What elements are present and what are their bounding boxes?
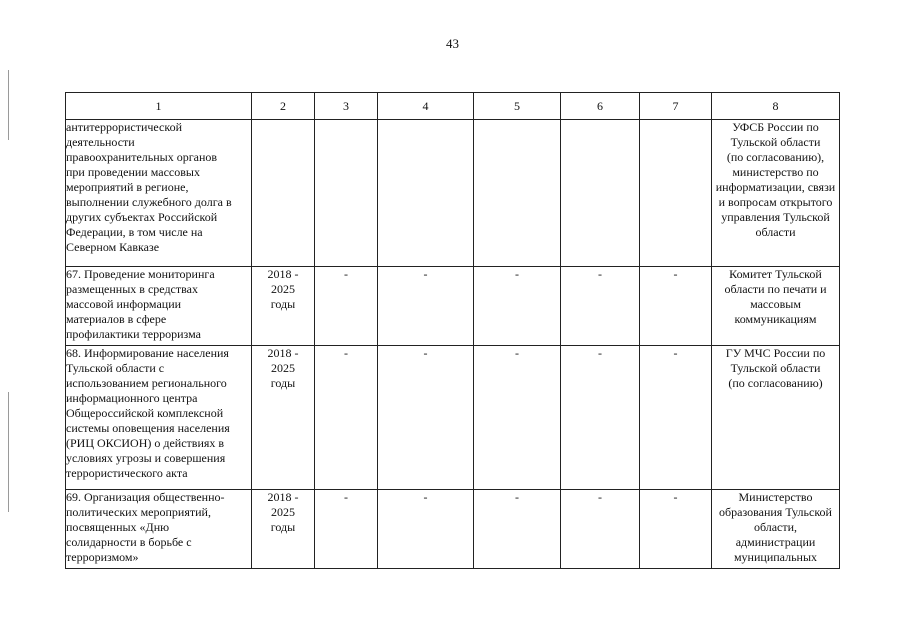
measure-line: террористического акта bbox=[66, 466, 188, 480]
measure-line-spread: правоохранительных органов bbox=[66, 150, 218, 164]
executor-line: массовым bbox=[750, 297, 801, 311]
header-col-1: 1 bbox=[66, 93, 252, 120]
measure-line: 68. Информирование населения bbox=[66, 346, 229, 360]
executor-line: администрации bbox=[735, 535, 816, 549]
measure-line: мероприятий в регионе, bbox=[66, 180, 189, 194]
measure-line: 67. Проведение мониторинга bbox=[66, 267, 215, 281]
margin-line-bottom bbox=[8, 392, 9, 512]
measure-line: терроризмом» bbox=[66, 550, 139, 564]
header-col-7: 7 bbox=[640, 93, 712, 120]
measure-line: Тульской области с bbox=[66, 361, 165, 375]
header-col-2: 2 bbox=[252, 93, 315, 120]
value-cell-4: - bbox=[378, 490, 474, 569]
measure-line: Общероссийской комплексной bbox=[66, 406, 224, 420]
executor-line: Министерство bbox=[738, 490, 813, 504]
executor-line: ГУ МЧС России по bbox=[725, 346, 826, 360]
measures-table bbox=[65, 92, 840, 569]
measure-line: при проведении массовых bbox=[66, 165, 200, 179]
measure-line: деятельности bbox=[66, 135, 135, 149]
measure-line: материалов в сфере bbox=[66, 312, 167, 326]
header-col-5: 5 bbox=[474, 93, 561, 120]
measure-line: информационного центра bbox=[66, 391, 198, 405]
value-cell-4: - bbox=[378, 267, 474, 346]
value-cell-5: - bbox=[474, 490, 561, 569]
period-line: 2018 - bbox=[267, 490, 299, 504]
value-cell-3: - bbox=[315, 490, 378, 569]
header-col-4: 4 bbox=[378, 93, 474, 120]
table-row bbox=[66, 120, 840, 267]
measure-line: размещенных в средствах bbox=[66, 282, 198, 296]
executor-line: области bbox=[755, 225, 796, 239]
executor-line: УФСБ России по bbox=[732, 120, 819, 134]
measure-line: использованием регионального bbox=[66, 376, 227, 390]
executor-line: области по печати и bbox=[724, 282, 827, 296]
value-cell-6: - bbox=[561, 267, 640, 346]
measure-line: других субъектах Российской bbox=[66, 210, 218, 224]
executor-line: информатизации, связи bbox=[715, 180, 836, 194]
executor-line: Тульской области bbox=[730, 361, 821, 375]
executor-line: Комитет Тульской bbox=[729, 267, 822, 281]
period-line: 2025 bbox=[271, 361, 295, 375]
executor-line: и вопросам открытого bbox=[718, 195, 833, 209]
value-cell-7: - bbox=[640, 267, 712, 346]
executor-line: управления Тульской bbox=[721, 210, 830, 224]
period-line: годы bbox=[270, 376, 296, 390]
measure-line: Федерации, в том числе на bbox=[66, 225, 203, 239]
measure-line: (РИЦ ОКСИОН) о действиях в bbox=[66, 436, 225, 450]
period-line: 2025 bbox=[271, 505, 295, 519]
measure-cell bbox=[66, 490, 252, 569]
value-cell-4: - bbox=[378, 346, 474, 490]
period-line: 2018 - bbox=[267, 267, 299, 281]
header-col-3: 3 bbox=[315, 93, 378, 120]
period-cell bbox=[252, 267, 315, 346]
value-cell-6: - bbox=[561, 490, 640, 569]
executor-line: муниципальных bbox=[733, 550, 818, 564]
page-number: 43 bbox=[446, 36, 459, 51]
period-cell bbox=[252, 346, 315, 490]
measure-cell bbox=[66, 120, 252, 267]
value-cell-3: - bbox=[315, 346, 378, 490]
value-cell-5: - bbox=[474, 267, 561, 346]
executor-cell bbox=[712, 120, 840, 267]
value-cell-6: - bbox=[561, 346, 640, 490]
measure-line: выполнении служебного долга в bbox=[66, 195, 232, 209]
executor-cell bbox=[712, 267, 840, 346]
margin-line-top bbox=[8, 70, 9, 140]
period-cell bbox=[252, 490, 315, 569]
table-row bbox=[66, 267, 840, 346]
executor-line: образования Тульской bbox=[719, 505, 832, 519]
value-cell-3 bbox=[315, 120, 378, 267]
executor-line: Тульской области bbox=[730, 135, 821, 149]
measure-line: профилактики терроризма bbox=[66, 327, 201, 341]
period-line: 2018 - bbox=[267, 346, 299, 360]
value-cell-7: - bbox=[640, 490, 712, 569]
measure-line: условиях угрозы и совершения bbox=[66, 451, 226, 465]
header-row bbox=[66, 93, 840, 120]
executor-cell bbox=[712, 346, 840, 490]
period-line: годы bbox=[270, 297, 296, 311]
executor-line: коммуникациям bbox=[734, 312, 817, 326]
table-row bbox=[66, 346, 840, 490]
value-cell-5: - bbox=[474, 346, 561, 490]
measure-cell bbox=[66, 267, 252, 346]
value-cell-6 bbox=[561, 120, 640, 267]
value-cell-4 bbox=[378, 120, 474, 267]
measure-line: массовой информации bbox=[66, 297, 182, 311]
value-cell-5 bbox=[474, 120, 561, 267]
period-line: годы bbox=[270, 520, 296, 534]
measure-line: 69. Организация общественно- bbox=[66, 490, 225, 504]
table-row bbox=[66, 490, 840, 569]
value-cell-7 bbox=[640, 120, 712, 267]
executor-line: (по согласованию), bbox=[726, 150, 825, 164]
period-line: 2025 bbox=[271, 282, 295, 296]
executor-cell bbox=[712, 490, 840, 569]
header-col-6: 6 bbox=[561, 93, 640, 120]
measure-line: антитеррористической bbox=[66, 120, 183, 134]
measure-line: посвященных «Дню bbox=[66, 520, 170, 534]
measure-line: солидарности в борьбе с bbox=[66, 535, 192, 549]
period-cell bbox=[252, 120, 315, 267]
measure-line: системы оповещения населения bbox=[66, 421, 230, 435]
executor-line: области, bbox=[753, 520, 798, 534]
value-cell-7: - bbox=[640, 346, 712, 490]
measure-cell bbox=[66, 346, 252, 490]
measure-line: политических мероприятий, bbox=[66, 505, 211, 519]
header-col-8: 8 bbox=[712, 93, 840, 120]
measure-line: Северном Кавказе bbox=[66, 240, 160, 254]
executor-line: министерство по bbox=[732, 165, 819, 179]
value-cell-3: - bbox=[315, 267, 378, 346]
executor-line: (по согласованию) bbox=[728, 376, 823, 390]
